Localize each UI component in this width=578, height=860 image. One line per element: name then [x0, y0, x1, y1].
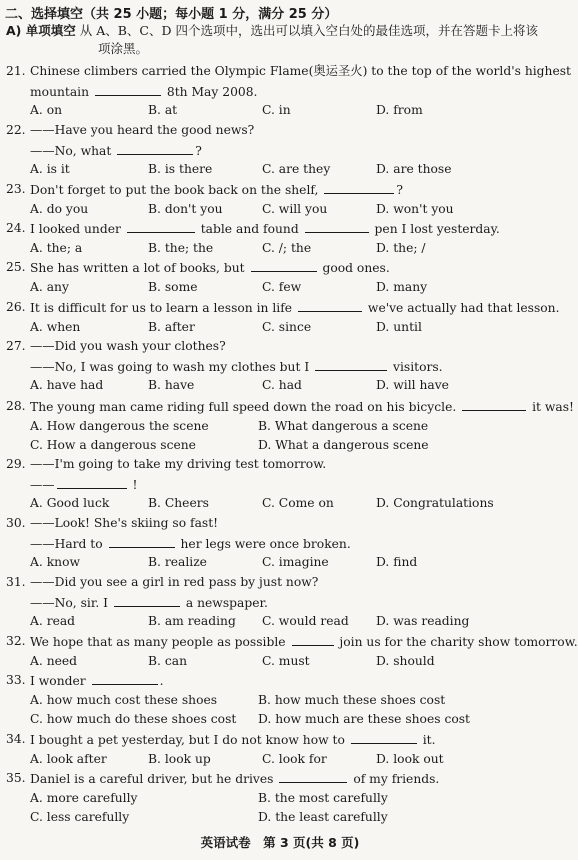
option-d: D. how much are these shoes cost	[258, 712, 470, 726]
answer-blank	[92, 671, 158, 685]
question-number: 33.	[6, 673, 26, 687]
question-35	[6, 769, 556, 828]
question-34	[6, 730, 556, 769]
option-a: A. How dangerous the scene	[30, 418, 209, 433]
question-stem: it.	[422, 733, 436, 747]
question-stem: ——I'm going to take my driving test tomorrow.	[30, 457, 327, 471]
option-d: D. Congratulations	[376, 496, 494, 510]
option-b: B. some	[148, 279, 198, 294]
question-30	[6, 514, 556, 573]
option-b: B. have	[148, 378, 195, 392]
question-22	[6, 121, 556, 180]
question-21	[6, 62, 571, 121]
question-stem: We hope that as many people as possible	[30, 635, 286, 649]
option-a: A. read	[30, 614, 76, 628]
option-c: C. had	[262, 378, 302, 392]
option-a: A. Good luck	[30, 496, 110, 510]
question-stem: ——No, what	[30, 143, 112, 158]
option-c: C. less carefully	[30, 810, 130, 824]
option-a: A. the; a	[30, 240, 83, 255]
question-24	[6, 219, 556, 258]
answer-blank	[324, 180, 394, 194]
option-c: C. since	[262, 319, 312, 334]
option-c: C. look for	[262, 751, 327, 766]
option-c: C. will you	[262, 201, 328, 216]
question-stem: I wonder	[30, 674, 86, 688]
option-a: A. any	[30, 279, 69, 294]
question-number: 29.	[6, 457, 26, 471]
option-d: D. many	[376, 279, 428, 294]
question-number: 27.	[6, 339, 26, 353]
question-stem: visitors.	[393, 359, 443, 374]
option-d: D. the; /	[376, 240, 426, 255]
question-number: 34.	[6, 732, 26, 746]
question-32	[6, 632, 578, 671]
answer-blank	[462, 397, 526, 411]
subsection-instructions	[6, 22, 554, 58]
option-b: B. at	[148, 103, 178, 117]
question-stem: good ones.	[322, 261, 390, 275]
question-26	[6, 298, 560, 337]
question-23	[6, 180, 556, 219]
question-31	[6, 573, 556, 632]
answer-blank	[251, 258, 317, 272]
question-number: 28.	[6, 399, 26, 413]
question-stem: ——Look! She's skiing so fast!	[30, 516, 219, 530]
question-stem: Don't forget to put the book back on the shelf,	[30, 183, 319, 197]
option-c: C. Come on	[262, 496, 334, 510]
subsection-label: A) 单项填空	[6, 23, 76, 38]
answer-blank	[117, 141, 193, 155]
option-b: B. look up	[148, 751, 211, 766]
option-c: C. imagine	[262, 555, 329, 569]
answer-blank	[57, 475, 127, 489]
question-number: 25.	[6, 260, 26, 274]
question-29	[6, 455, 556, 514]
option-d: D. What a dangerous scene	[258, 438, 429, 452]
question-stem: we've actually had that lesson.	[367, 301, 560, 315]
page-footer: 英语试卷 第 3 页(共 8 页)	[200, 835, 360, 850]
question-stem: ——Did you see a girl in red pass by just now?	[30, 575, 319, 589]
instruction-line-1: 从 A、B、C、D 四个选项中，选出可以填入空白处的最佳选项，并在答题卡上将该	[79, 23, 538, 38]
option-d: D. find	[376, 555, 418, 569]
question-stem: a newspaper.	[185, 595, 268, 610]
option-d: D. should	[376, 653, 435, 668]
option-a: A. is it	[30, 162, 70, 176]
option-b: B. is there	[148, 162, 213, 176]
question-stem: ——Have you heard the good news?	[30, 123, 255, 137]
question-number: 23.	[6, 182, 26, 196]
answer-blank	[298, 298, 362, 312]
question-28	[6, 397, 575, 456]
question-stem: her legs were once broken.	[180, 536, 351, 551]
option-b: B. don't you	[148, 201, 223, 216]
option-b: B. am reading	[148, 614, 236, 628]
option-b: B. realize	[148, 555, 207, 569]
answer-blank	[292, 632, 334, 646]
question-stem: I bought a pet yesterday, but I do not know how to	[30, 733, 345, 747]
question-stem: .	[159, 674, 164, 688]
option-d: D. until	[376, 319, 422, 334]
option-b: B. can	[148, 653, 187, 668]
question-number: 22.	[6, 123, 26, 137]
option-a: A. do you	[30, 201, 89, 216]
question-27	[6, 337, 556, 396]
option-b: B. Cheers	[148, 496, 209, 510]
option-a: A. when	[30, 319, 81, 334]
question-stem: !	[132, 477, 138, 492]
option-d: D. will have	[376, 378, 449, 392]
option-c: C. would read	[262, 614, 349, 628]
option-c: C. in	[262, 103, 291, 117]
answer-blank	[95, 82, 161, 96]
question-stem: She has written a lot of books, but	[30, 261, 245, 275]
answer-blank	[127, 219, 195, 233]
question-stem: 8th May 2008.	[166, 84, 258, 99]
question-number: 26.	[6, 300, 26, 314]
question-25	[6, 258, 556, 297]
question-stem: join us for the charity show tomorrow.	[339, 635, 578, 649]
question-stem: ——No, sir. I	[30, 595, 109, 610]
answer-blank	[114, 593, 180, 607]
question-stem: ——No, I was going to wash my clothes but I	[30, 359, 310, 374]
question-stem: table and found	[200, 222, 299, 236]
question-number: 30.	[6, 516, 26, 530]
question-stem: I looked under	[30, 222, 121, 236]
option-d: D. from	[376, 103, 423, 117]
question-stem: ——Did you wash your clothes?	[30, 339, 226, 353]
question-number: 24.	[6, 221, 26, 235]
answer-blank	[351, 730, 417, 744]
question-stem: ——	[30, 477, 55, 492]
question-stem: pen I lost yesterday.	[374, 222, 500, 236]
instruction-line-2: 项涂黑。	[98, 41, 149, 56]
question-stem: ?	[396, 183, 403, 197]
option-d: D. the least carefully	[258, 810, 388, 824]
option-a: A. on	[30, 103, 63, 117]
question-33	[6, 671, 556, 730]
option-a: A. need	[30, 653, 78, 668]
option-c: C. How a dangerous scene	[30, 438, 196, 452]
option-a: A. look after	[30, 751, 107, 766]
option-c: C. /; the	[262, 240, 312, 255]
answer-blank	[279, 769, 347, 783]
option-b: B. What dangerous a scene	[258, 418, 429, 433]
option-c: C. how much do these shoes cost	[30, 712, 237, 726]
question-stem: Chinese climbers carried the Olympic Flame(奥运圣火) to the top of the world's highest	[30, 64, 571, 78]
option-c: C. are they	[262, 162, 331, 176]
option-d: D. was reading	[376, 614, 470, 628]
option-a: A. have had	[30, 378, 104, 392]
section-title: 二、选择填空（共 25 小题；每小题 1 分，满分 25 分）	[5, 7, 338, 22]
option-d: D. won't you	[376, 201, 454, 216]
question-stem: it was!	[532, 400, 575, 414]
question-stem: mountain	[30, 84, 90, 99]
option-b: B. how much these shoes cost	[258, 692, 446, 707]
question-stem: ?	[195, 143, 202, 158]
question-stem: ——Hard to	[30, 536, 103, 551]
question-number: 35.	[6, 771, 26, 785]
answer-blank	[315, 357, 387, 371]
option-a: A. more carefully	[30, 790, 138, 805]
option-b: B. the most carefully	[258, 790, 388, 805]
question-stem: Daniel is a careful driver, but he drives	[30, 772, 274, 786]
option-d: D. look out	[376, 751, 444, 766]
question-stem: It is difficult for us to learn a lesson in life	[30, 301, 293, 315]
answer-blank	[305, 219, 369, 233]
question-number: 31.	[6, 575, 26, 589]
question-number: 32.	[6, 634, 26, 648]
question-stem: of my friends.	[353, 772, 440, 786]
question-number: 21.	[6, 64, 26, 78]
option-d: D. are those	[376, 162, 452, 176]
option-b: B. after	[148, 319, 195, 334]
question-stem: The young man came riding full speed down the road on his bicycle.	[30, 400, 457, 414]
option-b: B. the; the	[148, 240, 214, 255]
option-a: A. how much cost these shoes	[30, 692, 218, 707]
answer-blank	[109, 534, 175, 548]
option-c: C. few	[262, 279, 302, 294]
option-a: A. know	[30, 555, 80, 569]
option-c: C. must	[262, 653, 310, 668]
